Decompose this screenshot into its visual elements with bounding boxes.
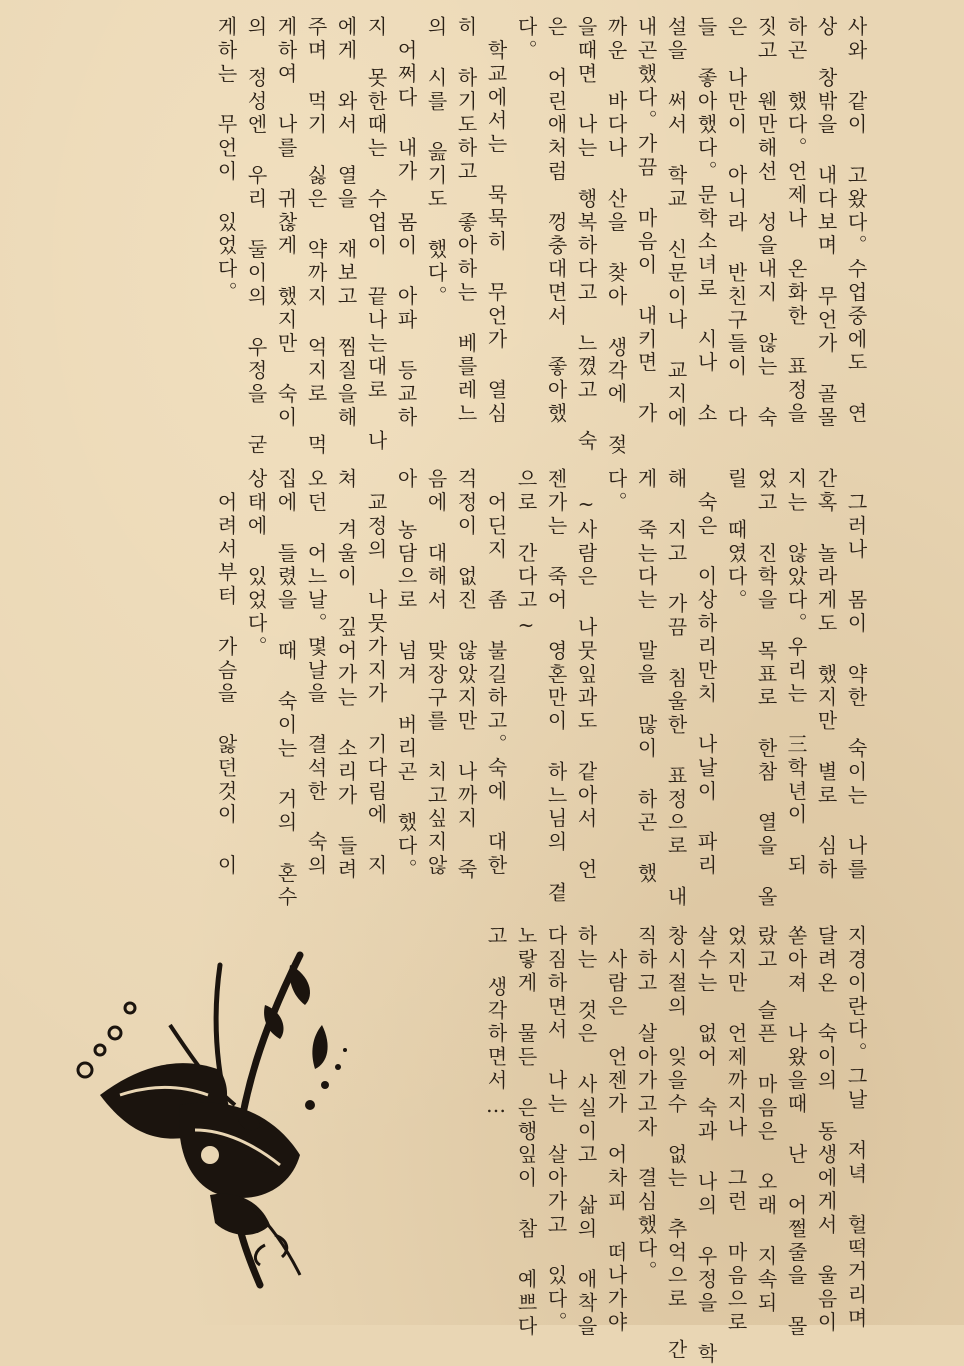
text-column: 주며 먹기 싫은 약까지 억지로 먹 [304,16,328,458]
text-column: 게 죽는다는 말을 많이 하곤 했 [634,468,658,886]
text-column: 하는 것은 사실이고 삶의 애착을 [574,925,598,1339]
text-column: 교정의 나뭇가지가 기다림에 지 [364,468,388,878]
text-column: 짓고 웬만해선 성을내지 않는 숙 [754,16,778,430]
text-column: 쳐 겨울이 깊어가는 소리가 들려 [334,468,358,882]
text-column: 직하고 살아가고자 결심했다。 [634,925,658,1284]
text-column: 간혹 놀라게도 했지만 별로 심하 [814,468,838,882]
text-column: 음에 대해서 맞장구를 치고싶지않 [424,468,448,878]
text-column: 고 생각하면서… [484,925,508,1121]
text-column: 으로 간다고~ [514,468,538,640]
text-column: 그러나 몸이 약한 숙이는 나를 [844,468,868,882]
text-column: 의 정성엔 우리 둘이의 우정을 굳 [244,16,268,458]
text-column: 내곤했다。가끔 마음이 내키면 가 [634,16,658,426]
text-column: 게하여 나를 귀찮게 했지만 숙이 [274,16,298,430]
text-column: 의 시를 읊기도 했다。 [424,16,448,309]
text-column: 쏟아져 나왔을때 난 어쩔줄을 몰 [784,925,808,1339]
text-column: 히 하기도하고 좋아하는 베를레느 [454,16,478,426]
text-column: 노랗게 물든 은행잎이 참 예쁘다 [514,925,538,1339]
text-column: 다。 [514,16,538,63]
text-column: 릴 때였다。 [724,468,748,613]
text-column: 상 창밖을 내다보며 무언가 골몰 [814,16,838,430]
text-column: ~사람은 나뭇잎과도 같아서 언 [574,468,598,882]
text-column: 어쩌다 내가 몸이 아파 등교하 [394,16,418,430]
text-column: 학교에서는 묵묵히 무언가 열심 [484,16,508,426]
text-column: 사와 같이 고왔다。수업중에도 연 [844,16,868,426]
text-column: 창시절의 잊을수 없는 추억으로 간 [664,925,688,1363]
text-column: 하곤 했다。언제나 온화한 표정을 [784,16,808,426]
text-column: 은 어린애처럼 껑충대면서 좋아했 [544,16,568,426]
text-column: 사람은 언젠가 어차피 떠나가야 [604,925,628,1335]
text-column: 해 지고 가끔 침울한 표정으로 내 [664,468,688,910]
text-column: 지는 않았다。우리는 三학년이 되 [784,468,808,878]
text-column: 다。 [604,468,628,515]
ink-illustration [60,945,380,1300]
text-column: 을때면 나는 행복하다고 느꼈고 숙 [574,16,598,454]
text-column: 었지만 언제까지나 그런 마음으로 [724,925,748,1335]
text-column: 살수는 없어 숙과 나의 우정을 학 [694,925,718,1366]
text-column: 은 나만이 아니라 반친구들이 다 [724,16,748,430]
text-column: 었고 진학을 목표로 한참 열을 올 [754,468,778,910]
text-column: 지 못한때는 수업이 끝나는대로 나 [364,16,388,454]
text-column: 에게 와서 열을 재보고 찜질을해 [334,16,358,430]
text-column: 젠가는 죽어 영혼만이 하느님의 곁 [544,468,568,906]
text-column: 들 좋아했다。문학소녀로 시나 소 [694,16,718,426]
text-column: 오던 어느날。몇날을 결석한 숙의 [304,468,328,878]
text-column: 걱정이 없진 않았지만 나까지 죽 [454,468,478,882]
text-column: 집에 들렸을 때 숙이는 거의 혼수 [274,468,298,910]
text-column: 숙은 이상하리만치 나날이 파리 [694,468,718,878]
text-column: 어딘지 좀 불길하고。숙에 대한 [484,468,508,878]
text-column: 지경이란다。그날 저녁 헐떡거리며 [844,925,868,1331]
text-column: 달려온 숙이의 동생에게서 울음이 [814,925,838,1335]
text-column: 까운 바다나 산을 찾아 생각에 젖 [604,16,628,458]
text-column: 아 농담으로 넘겨 버리곤 했다。 [394,468,418,882]
text-column: 설을 써서 학교 신문이나 교지에 [664,16,688,430]
text-column: 랐고 슬픈 마음은 오래 지속되 [754,925,778,1316]
text-column: 게하는 무언이 있었다。 [214,16,238,305]
text-column: 다짐하면서 나는 살아가고 있다。 [544,925,568,1335]
text-column: 상태에 있었다。 [244,468,268,660]
text-column: 어려서부터 가슴을 앓던것이 이 [214,468,238,878]
